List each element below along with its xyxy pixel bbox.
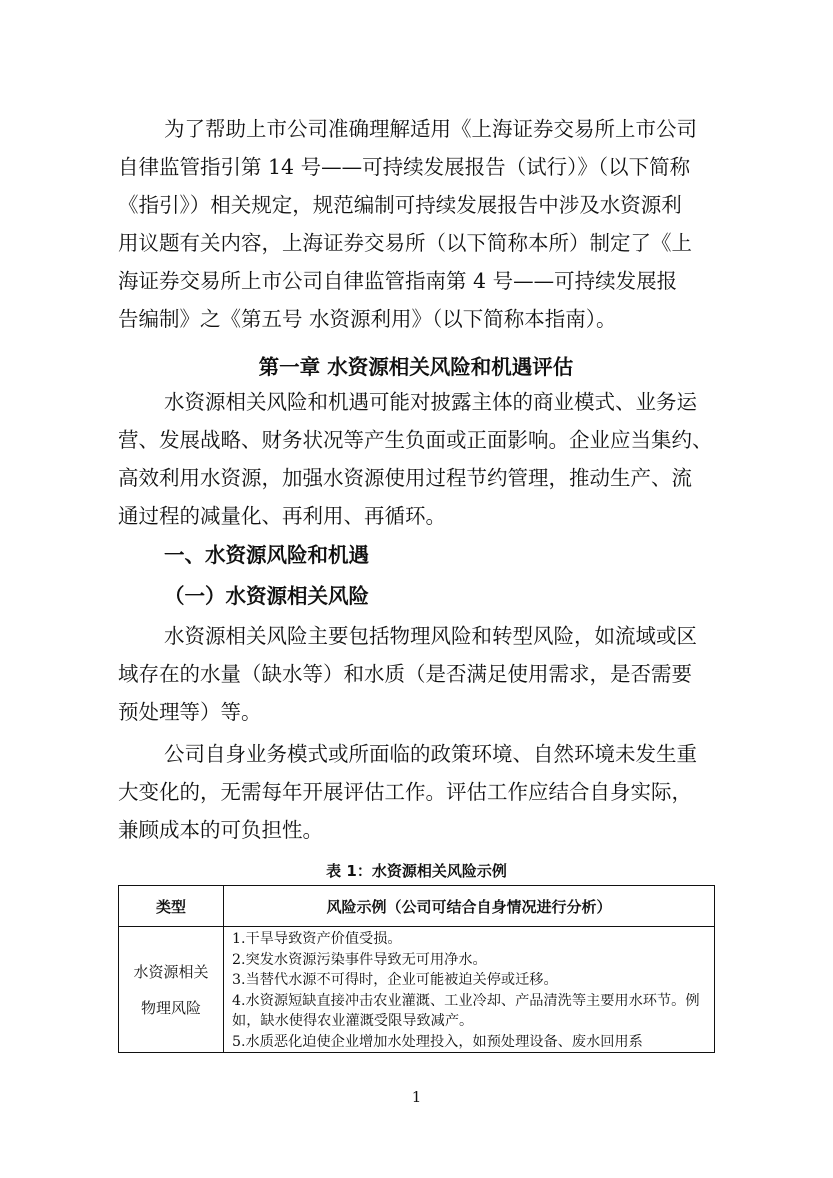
subsection-heading: （一）水资源相关风险	[164, 584, 369, 608]
text-line: 公司自身业务模式或所面临的政策环境、自然环境未发生重	[164, 742, 697, 766]
page-number: 1	[411, 1088, 422, 1106]
risk-type-line: 水资源相关	[133, 962, 209, 981]
risk-example-item: 5.水质恶化迫使企业增加水处理投入，如预处理设备、废水回用系	[232, 1033, 643, 1050]
text-line: 通过程的减量化、再利用、再循环。	[118, 504, 446, 528]
chapter-intro-paragraph	[118, 383, 714, 535]
table-row	[119, 927, 715, 1053]
text-line: 《指引》）相关规定，规范编制可持续发展报告中涉及水资源利	[118, 193, 682, 217]
risk-paragraph	[118, 617, 714, 731]
risk-table	[118, 885, 715, 1053]
text-line: 告编制》之《第五号 水资源利用》（以下简称本指南）。	[118, 307, 617, 331]
column-header-type: 类型	[119, 886, 224, 927]
risk-example-item: 2.突发水资源污染事件导致无可用净水。	[232, 951, 487, 968]
risk-type-line: 物理风险	[140, 998, 201, 1017]
column-header-examples: 风险示例（公司可结合自身情况进行分析）	[224, 886, 715, 927]
text-line: 自律监管指引第 14 号——可持续发展报告（试行）》（以下简称	[118, 155, 691, 179]
risk-examples-cell	[224, 927, 715, 1053]
risk-example-item: 1.干旱导致资产价值受损。	[232, 931, 402, 947]
section-heading: 一、水资源风险和机遇	[164, 543, 369, 567]
risk-example-item: 4.水资源短缺直接冲击农业灌溉、工业冷却、产品清洗等主要用水环节。例如，缺水使得农业灌溉受限导致减产。	[232, 992, 700, 1029]
text-line: 兼顾成本的可负担性。	[118, 818, 323, 842]
chapter-title: 第一章 水资源相关风险和机遇评估	[258, 355, 574, 379]
text-line: 大变化的，无需每年开展评估工作。评估工作应结合自身实际，	[118, 780, 692, 804]
risk-example-item: 3.当替代水源不可得时，企业可能被迫关停或迁移。	[232, 972, 558, 988]
text-line: 为了帮助上市公司准确理解适用《上海证券交易所上市公司	[164, 117, 697, 141]
text-line: 水资源相关风险和机遇可能对披露主体的商业模式、业务运	[164, 390, 697, 414]
text-line: 用议题有关内容，上海证券交易所（以下简称本所）制定了《上	[118, 231, 692, 255]
table-header-row	[119, 886, 715, 927]
assessment-paragraph	[118, 735, 714, 849]
text-line: 营、发展战略、财务状况等产生负面或正面影响。企业应当集约、	[118, 428, 713, 452]
text-line: 水资源相关风险主要包括物理风险和转型风险，如流域或区	[164, 624, 697, 648]
table-caption: 表 1：水资源相关风险示例	[326, 862, 507, 880]
text-line: 域存在的水量（缺水等）和水质（是否满足使用需求，是否需要	[118, 662, 692, 686]
text-line: 高效利用水资源，加强水资源使用过程节约管理，推动生产、流	[118, 466, 692, 490]
text-line: 预处理等）等。	[118, 700, 262, 724]
intro-paragraph	[118, 110, 714, 338]
text-line: 海证券交易所上市公司自律监管指南第 4 号——可持续发展报	[118, 269, 678, 293]
risk-type-cell	[119, 927, 224, 1053]
